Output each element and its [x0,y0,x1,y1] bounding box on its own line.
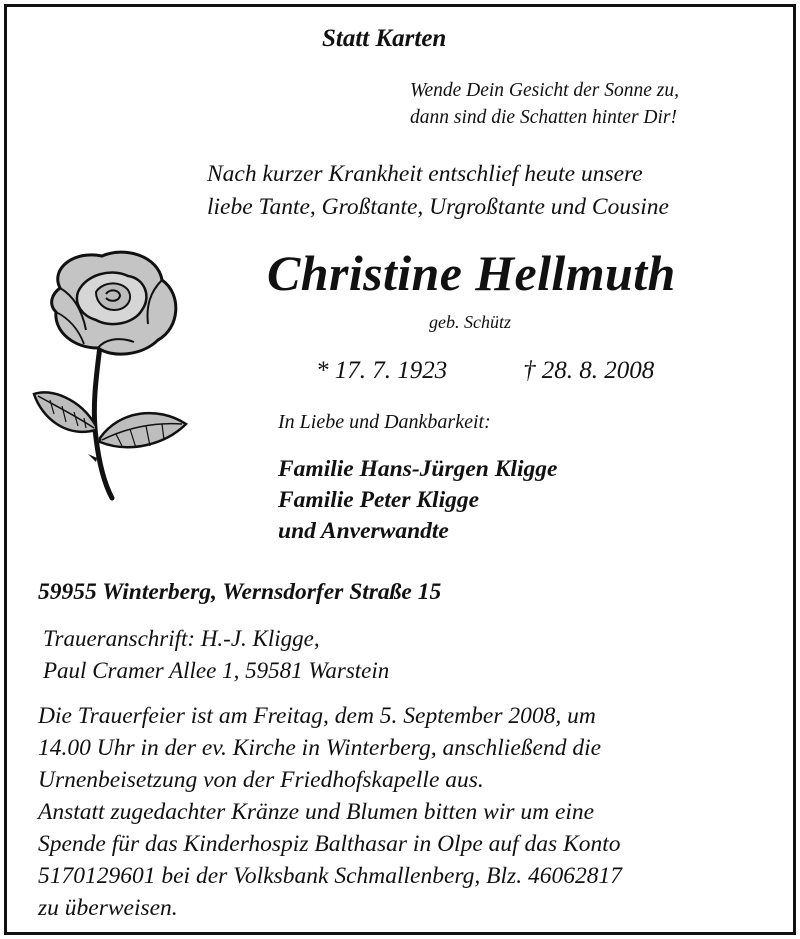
mourning-address-line: Paul Cramer Allee 1, 59581 Warstein [43,658,390,683]
intro-text [207,158,669,224]
family-line: und Anverwandte [278,518,449,544]
ceremony-line: Spende für das Kinderhospiz Balthasar in Olpe auf das Konto [38,831,621,857]
mourning-address-line: Traueranschrift: H.-J. Kligge, [43,626,320,651]
motto-line: dann sind die Schatten hinter Dir! [410,107,678,128]
mourning-address [43,623,389,687]
statt-karten-heading: Statt Karten [322,25,447,52]
ceremony-line: zu überweisen. [38,895,178,921]
ceremony-line: Urnenbeisetzung von der Friedhofskapelle aus. [38,767,484,793]
death-date: † 28. 8. 2008 [523,357,655,384]
motto-line: Wende Dein Gesicht der Sonne zu, [410,80,679,101]
family-list [278,454,557,547]
motto-quote [410,77,679,131]
intro-line: Nach kurzer Krankheit entschlief heute unsere [207,161,643,187]
birth-date: * 17. 7. 1923 [316,357,448,384]
intro-line: liebe Tante, Großtante, Urgroßtante und Cousine [207,194,669,220]
deceased-name: Christine Hellmuth [267,245,676,301]
ceremony-line: 14.00 Uhr in der ev. Kirche in Winterberg, anschließend die [38,735,602,761]
thanks-line: In Liebe und Dankbarkeit: [278,411,491,433]
ceremony-text [38,700,622,924]
rose-icon [30,248,190,503]
family-line: Familie Hans-Jürgen Kligge [278,456,558,482]
ceremony-line: Die Trauerfeier ist am Freitag, dem 5. September 2008, um [38,703,596,729]
ceremony-line: Anstatt zugedachter Kränze und Blumen bitten wir um eine [38,799,595,825]
family-line: Familie Peter Kligge [278,487,480,513]
deceased-address: 59955 Winterberg, Wernsdorfer Straße 15 [38,579,442,605]
born-name: geb. Schütz [429,312,511,332]
ceremony-line: 5170129601 bei der Volksbank Schmallenberg, Blz. 46062817 [38,863,622,889]
